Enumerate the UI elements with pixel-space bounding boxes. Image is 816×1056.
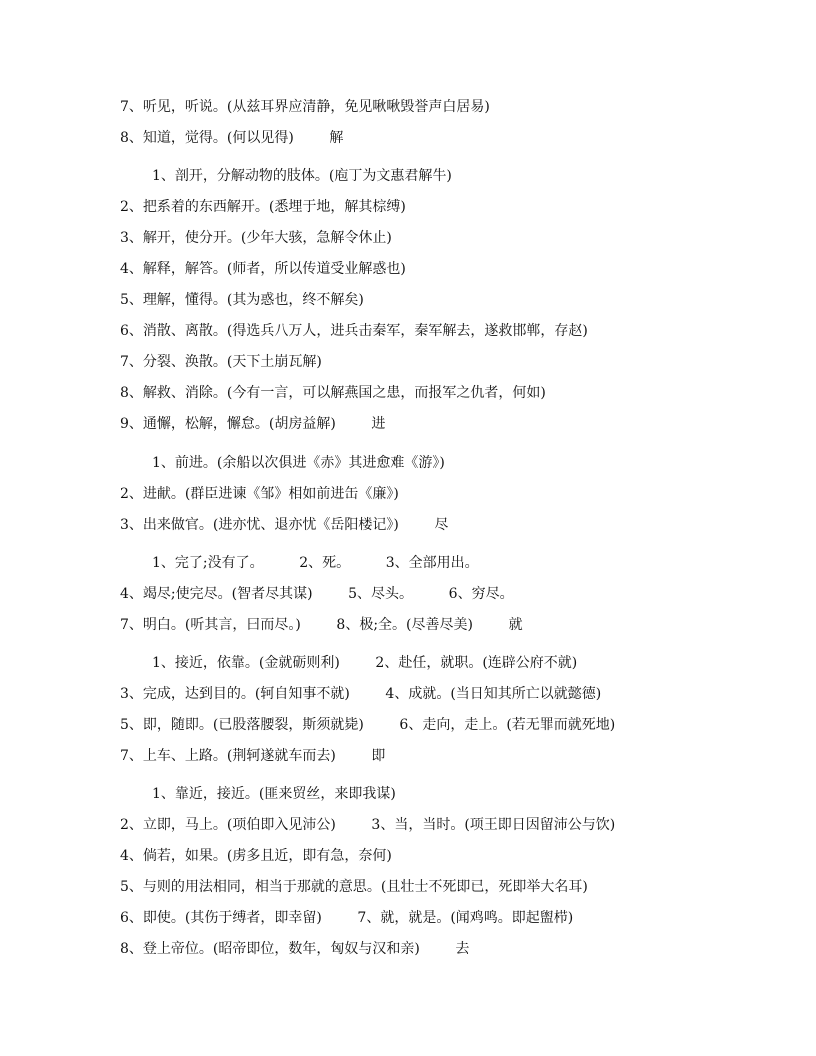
text-line: 7、分裂、涣散。(天下土崩瓦解) (120, 354, 322, 370)
text-line: 1、接近，依靠。(金就砺则利) 2、赴任，就职。(连辟公府不就) (152, 655, 578, 671)
text-line: 2、立即，马上。(项伯即入见沛公) 3、当，当时。(项王即日因留沛公与饮) (120, 817, 616, 833)
text-line: 6、即使。(其伤于缚者，即幸留) 7、就，就是。(闻鸡鸣。即起盥栉) (120, 910, 574, 926)
text-line: 7、明白。(听其言，曰而尽。) 8、极;全。(尽善尽美) 就 (120, 617, 523, 633)
text-line: 1、靠近，接近。(匪来贸丝，来即我谋) (152, 786, 396, 802)
text-line: 5、理解，懂得。(其为惑也，终不解矣) (120, 292, 364, 308)
text-line: 6、消散、离散。(得选兵八万人，进兵击秦军，秦军解去，遂救邯郸，存赵) (120, 323, 588, 339)
text-line: 7、听见，听说。(从兹耳界应清静，免见啾啾毁誉声白居易) (120, 99, 490, 115)
text-line: 7、上车、上路。(荆轲遂就车而去) 即 (120, 748, 386, 764)
text-line: 8、知道，觉得。(何以见得) 解 (120, 130, 344, 146)
text-line: 8、登上帝位。(昭帝即位，数年，匈奴与汉和亲) 去 (120, 941, 470, 957)
text-line: 1、前进。(余船以次俱进《赤》其进愈难《游》) (152, 455, 445, 471)
text-line: 3、出来做官。(进亦忧、退亦忧《岳阳楼记》) 尽 (120, 517, 449, 533)
text-line: 4、倘若，如果。(虏多且近，即有急，奈何) (120, 848, 392, 864)
text-line: 5、即，随即。(已股落腰裂，斯须就毙) 6、走向，走上。(若无罪而就死地) (120, 717, 616, 733)
text-line: 1、完了;没有了。 2、死。 3、全部用出。 (152, 555, 479, 571)
text-line: 1、剖开，分解动物的肢体。(庖丁为文惠君解牛) (152, 168, 452, 184)
text-line: 3、解开，使分开。(少年大骇，急解令休止) (120, 230, 392, 246)
text-line: 3、完成，达到目的。(轲自知事不就) 4、成就。(当日知其所亡以就懿德) (120, 686, 602, 702)
text-line: 5、与则的用法相同，相当于那就的意思。(且壮士不死即已，死即举大名耳) (120, 879, 588, 895)
text-line: 8、解救、消除。(今有一言，可以解燕国之患，而报军之仇者，何如) (120, 385, 546, 401)
text-line: 2、进献。(群臣进谏《邹》相如前进缶《廉》) (120, 486, 399, 502)
text-line: 2、把系着的东西解开。(悉埋于地，解其棕缚) (120, 199, 406, 215)
text-line: 9、通懈，松解，懈怠。(胡房益解) 进 (120, 416, 386, 432)
text-line: 4、解释，解答。(师者，所以传道受业解惑也) (120, 261, 406, 277)
text-line: 4、竭尽;使完尽。(智者尽其谋) 5、尽头。 6、穷尽。 (120, 586, 514, 602)
